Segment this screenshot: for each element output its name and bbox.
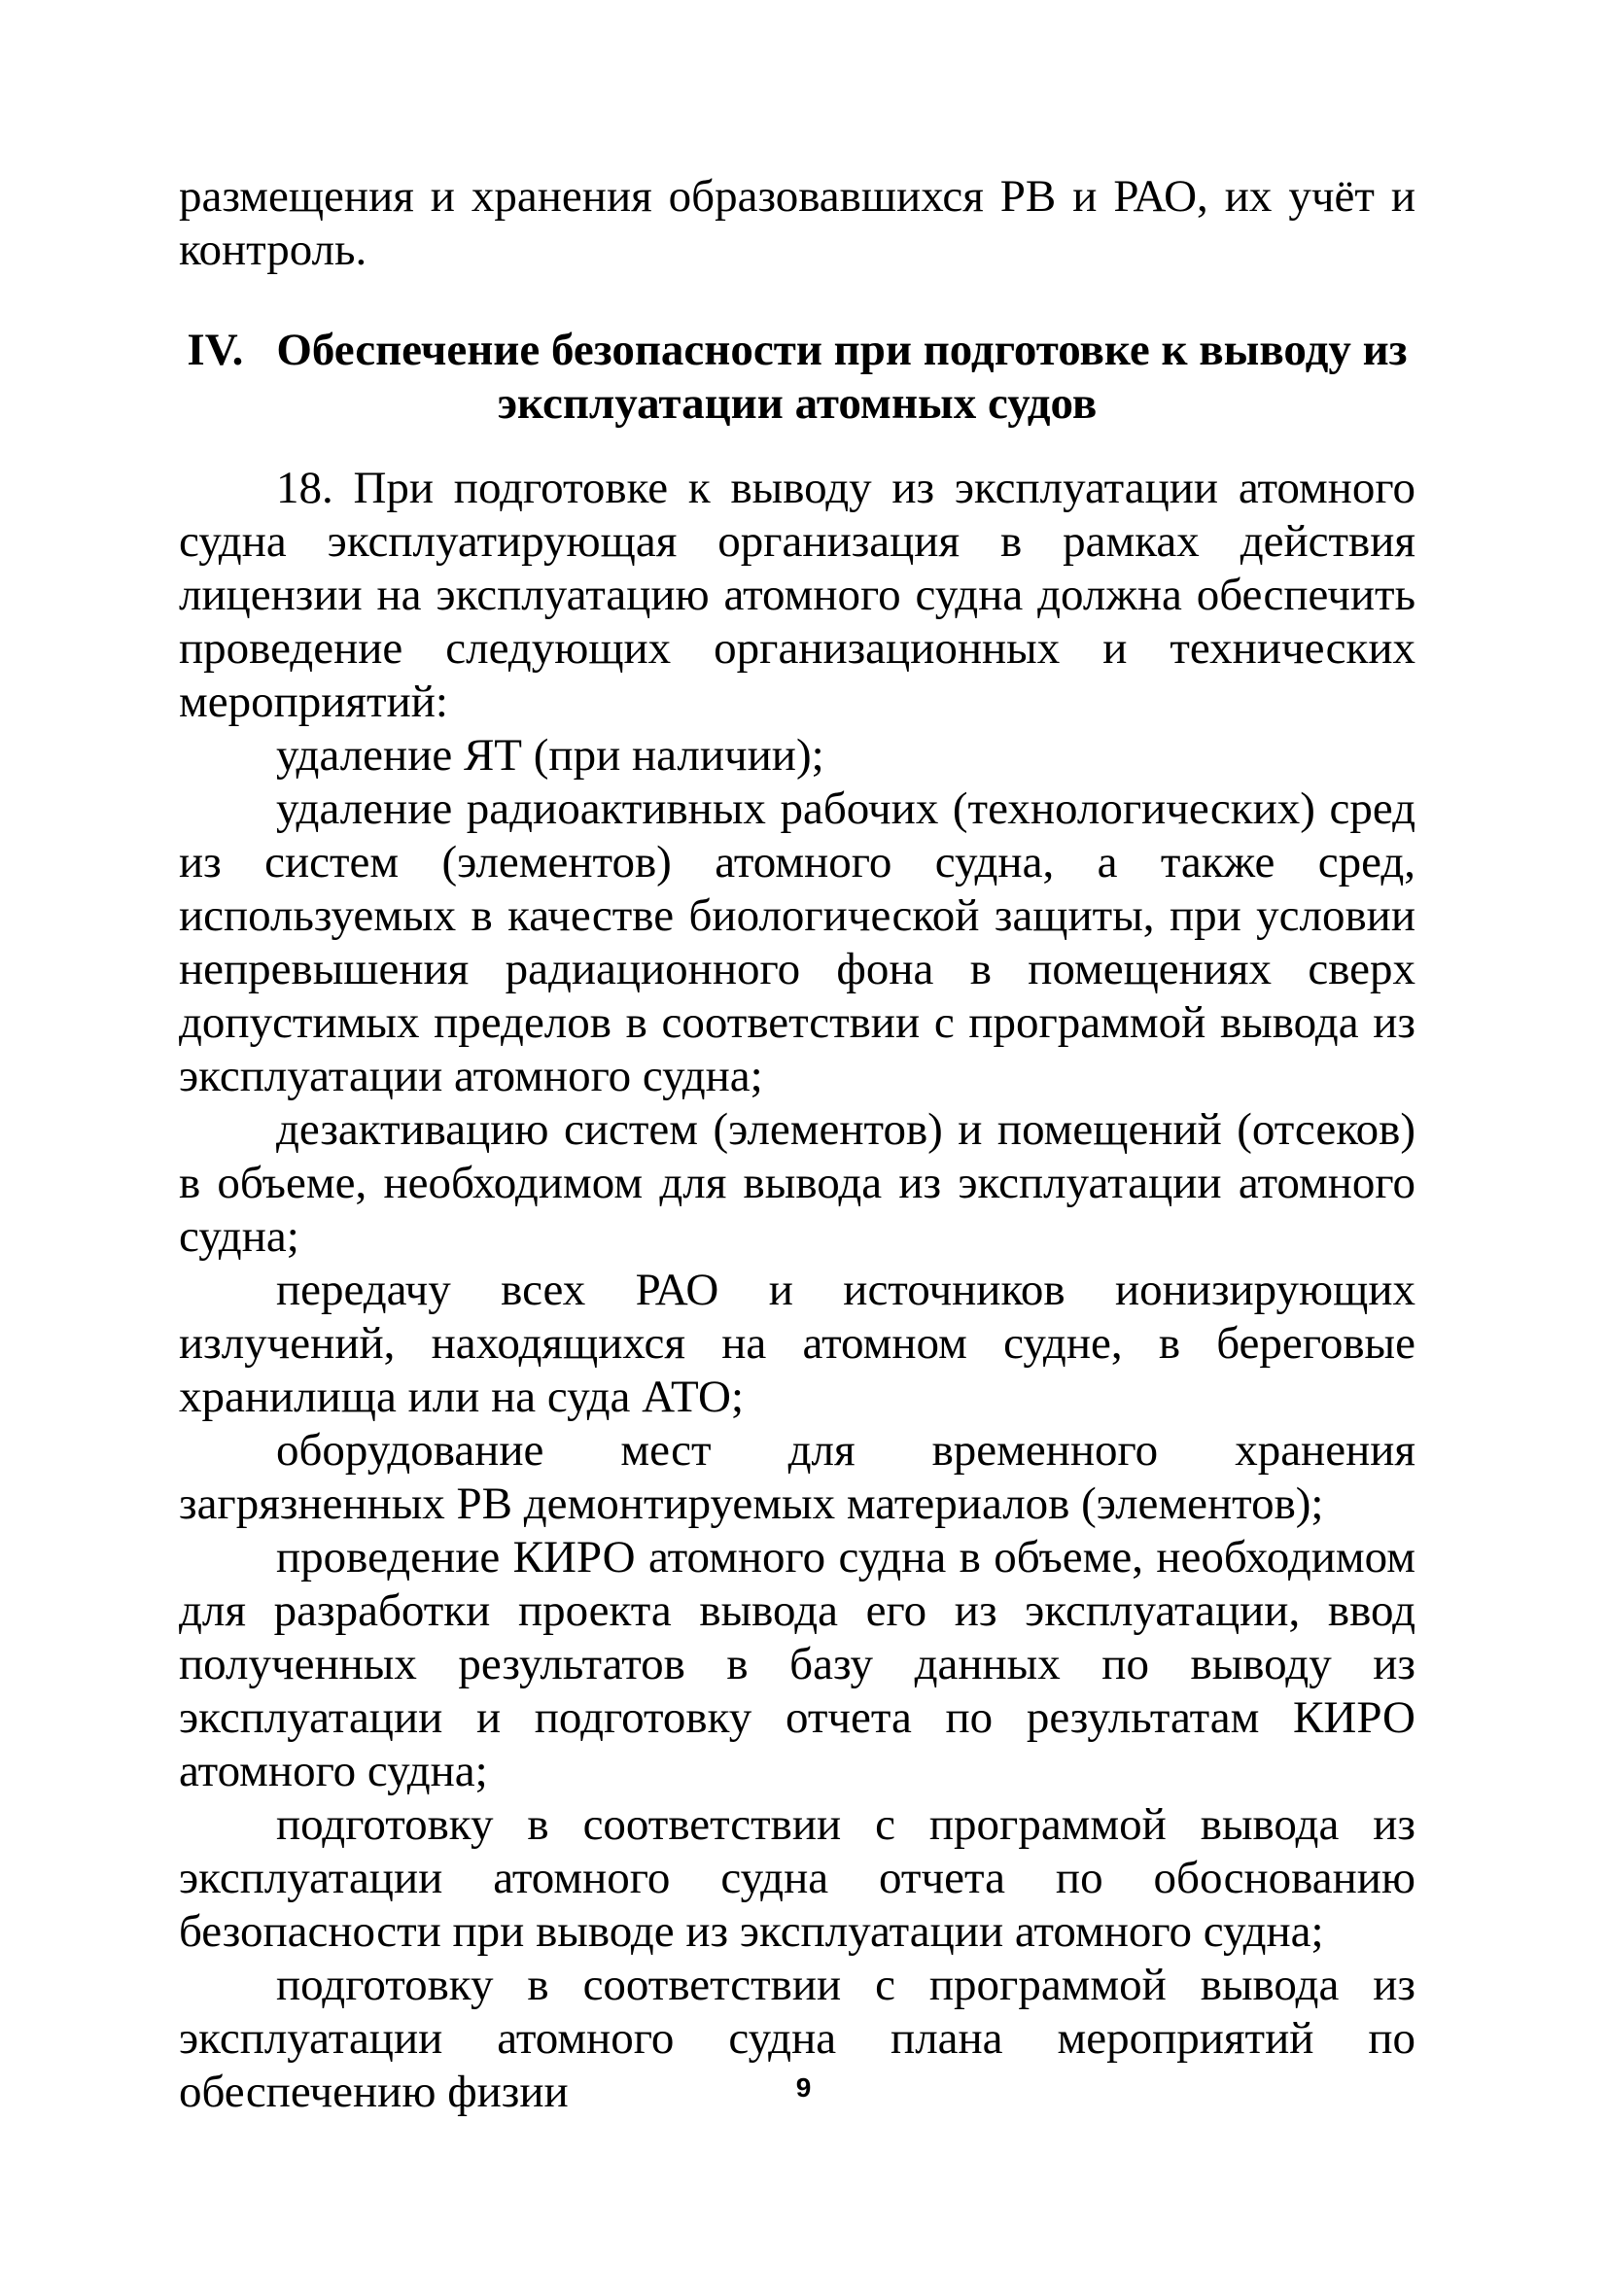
list-item: подготовку в соответствии с программой вывода из эксплуатации атомного судна отчета по обоснованию безопасности при выводе из эксплуатации атомного судна; bbox=[179, 1799, 1415, 1957]
section-number: IV. bbox=[187, 325, 244, 375]
list-item: удаление ЯТ (при наличии); bbox=[276, 730, 824, 781]
page-number: 9 bbox=[795, 2072, 812, 2103]
section-title: Обеспечение безопасности при подготовке к выводу из эксплуатации атомных судов bbox=[276, 325, 1408, 429]
document-page bbox=[179, 170, 1415, 2119]
list-item: проведение КИРО атомного судна в объеме, необходимом для разработки проекта вывода его из эксплуатации, ввод полученных результатов в базу данных по выводу из эксплуатации и подготовку отчета по результатам КИРО атомного судна; bbox=[179, 1532, 1415, 1796]
list-item: удаление радиоактивных рабочих (технологических) сред из систем (элементов) атомного судна, а также сред, используемых в качестве биологической защиты, при условии непревышения радиационного фона в помещениях сверх допустимых пределов в соответствии с программой вывода из эксплуатации атомного судна; bbox=[179, 783, 1415, 1101]
paragraph-18: 18. При подготовке к выводу из эксплуатации атомного судна эксплуатирующая организация в рамках действия лицензии на эксплуатацию атомного судна должна обеспечить проведение следующих организационных и технических мероприятий: bbox=[179, 463, 1415, 727]
list-item: дезактивацию систем (элементов) и помещений (отсеков) в объеме, необходимом для вывода из эксплуатации атомного судна; bbox=[179, 1104, 1415, 1262]
intro-paragraph: размещения и хранения образовавшихся РВ и РАО, их учёт и контроль. bbox=[179, 171, 1415, 275]
list-item: оборудование мест для временного хранения загрязненных РВ демонтируемых материалов (элементов); bbox=[179, 1425, 1415, 1529]
list-item: подготовку в соответствии с программой вывода из эксплуатации атомного судна плана мероприятий по обеспечению физии bbox=[179, 1960, 1415, 2117]
section-heading bbox=[179, 324, 1415, 431]
list-item: передачу всех РАО и источников ионизирующих излучений, находящихся на атомном судне, в береговые хранилища или на суда АТО; bbox=[179, 1265, 1415, 1422]
